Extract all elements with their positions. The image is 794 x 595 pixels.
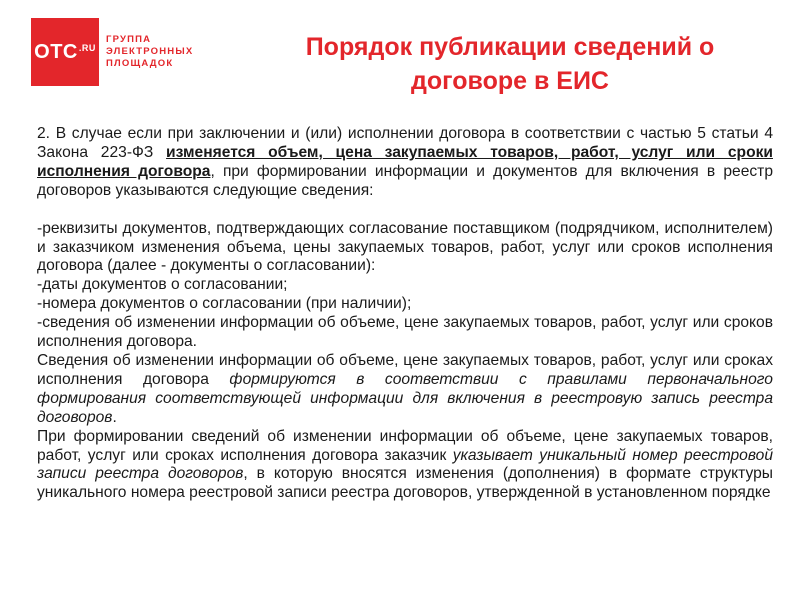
paragraph-4: -номера документов о согласовании (при наличии); — [37, 295, 412, 313]
paragraph-7-italic: указывает уникальный номер реестровой записи реестра договоров — [37, 446, 773, 483]
paragraph-5: -сведения об изменении информации об объеме, цене закупаемых товаров, работ, услуг или сроков исполнения договора. — [37, 314, 773, 351]
page-title — [290, 30, 730, 98]
body-text — [37, 125, 773, 503]
logo — [31, 18, 193, 86]
paragraph-2: -реквизиты документов, подтверждающих согласование поставщиком (подрядчиком, исполнителем) и заказчиком изменения объема, цены закупаемых товаров, работ, услуг или сроков исполнения договора (далее - документы о согласовании): — [37, 219, 773, 275]
paragraph-1-emphasis: изменяется объем, цена закупаемых товаров, работ, услуг или сроки исполнения договора — [37, 143, 773, 180]
paragraph-7-lead: При формировании сведений об изменении информации об объеме, цене закупаемых товаров, работ, услуг или сроках исполнения договора заказчик — [37, 427, 773, 464]
page-title-line-2: договоре в ЕИС — [411, 67, 609, 95]
logo-brand-suffix: .RU — [78, 43, 96, 53]
logo-brand: OTC — [34, 40, 78, 63]
paragraph-1-tail: , при формировании информации и документов для включения в реестр договоров указываются следующие сведения: — [37, 162, 774, 199]
logo-line-1: ГРУППА — [106, 34, 152, 45]
logo-mark — [31, 18, 99, 86]
logo-line-2: ЭЛЕКТРОННЫХ — [106, 46, 194, 57]
paragraph-7-tail: , в которую вносятся изменения (дополнения) в формате структуры уникального номера реестровой записи реестра договоров, утвержденной в установленном порядке — [37, 465, 773, 502]
paragraph-3: -даты документов о согласовании; — [37, 276, 288, 294]
paragraph-6 — [37, 352, 773, 428]
logo-text — [106, 34, 193, 70]
paragraph-6-tail: . — [112, 408, 117, 426]
paragraph-1-lead: 2. В случае если при заключении и (или) исполнении договора в соответствии с частью 5 статьи 4 Закона 223-ФЗ — [37, 125, 773, 161]
paragraph-1 — [37, 125, 773, 201]
paragraph-6-lead: Сведения об изменении информации об объеме, цене закупаемых товаров, работ, услуг или сроках исполнения договора — [37, 351, 773, 388]
logo-line-3: ПЛОЩАДОК — [106, 58, 174, 69]
page-title-line-1: Порядок публикации сведений о — [305, 33, 715, 61]
paragraph-6-italic: формируются в соответствии с правилами первоначального формирования соответствующей информации для включения в реестровую запись реестра договоров — [37, 370, 773, 426]
paragraph-7 — [37, 428, 773, 504]
